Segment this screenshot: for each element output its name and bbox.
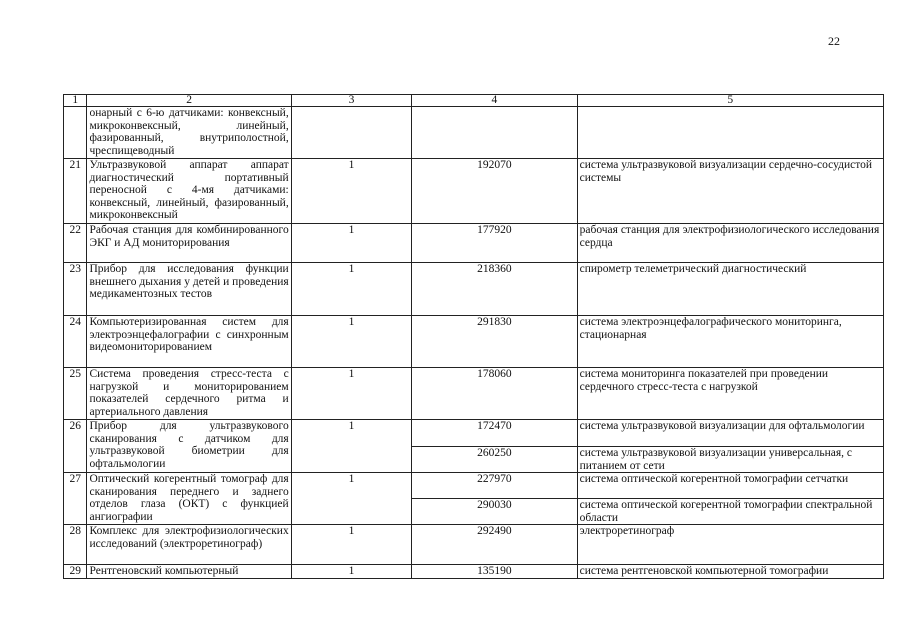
header-cell: 1	[64, 95, 87, 107]
code: 291830	[412, 316, 577, 368]
description: рабочая станция для электрофизиологического исследования сердца	[577, 224, 883, 263]
equipment-name: Комплекс для электрофизиологических исследований (электроретинограф)	[87, 525, 291, 565]
row-number: 26	[64, 420, 87, 473]
code: 292490	[412, 525, 577, 565]
equipment-name: Прибор для исследования функции внешнего дыхания у детей и проведения медикаментозных тестов	[87, 263, 291, 316]
row-number: 22	[64, 224, 87, 263]
description: система оптической когерентной томографии сетчатки	[577, 473, 883, 499]
description: система оптической когерентной томографии спектральной области	[577, 499, 883, 525]
code: 290030	[412, 499, 577, 525]
table-row	[64, 473, 884, 499]
code	[412, 107, 577, 159]
quantity: 1	[291, 420, 411, 473]
description	[577, 107, 883, 159]
row-number: 28	[64, 525, 87, 565]
code: 135190	[412, 565, 577, 579]
equipment-name: Прибор для ультразвукового сканирования с датчиком для ультразвуковой биометрии для офтальмологии	[87, 420, 291, 473]
quantity	[291, 107, 411, 159]
table-row	[64, 107, 884, 159]
equipment-name: Рентгеновский компьютерный	[87, 565, 291, 579]
equipment-name: Система проведения стресс-теста с нагрузкой и мониторированием показателей сердечного ритма и артериального давления	[87, 368, 291, 420]
equipment-name: Компьютеризированная систем для электроэнцефалографии с синхронным видеомониторированием	[87, 316, 291, 368]
description: система рентгеновской компьютерной томографии	[577, 565, 883, 579]
description: система ультразвуковой визуализации для офтальмологии	[577, 420, 883, 447]
row-number: 23	[64, 263, 87, 316]
row-number: 27	[64, 473, 87, 525]
row-number: 29	[64, 565, 87, 579]
page-number: 22	[828, 34, 840, 48]
table-row	[64, 263, 884, 316]
quantity: 1	[291, 316, 411, 368]
description: электроретинограф	[577, 525, 883, 565]
row-number: 21	[64, 159, 87, 224]
code: 227970	[412, 473, 577, 499]
code: 192070	[412, 159, 577, 224]
equipment-name: Рабочая станция для комбинированного ЭКГ и АД мониторирования	[87, 224, 291, 263]
row-number: 24	[64, 316, 87, 368]
description: система электроэнцефалографического мониторинга, стационарная	[577, 316, 883, 368]
quantity: 1	[291, 159, 411, 224]
code: 178060	[412, 368, 577, 420]
equipment-name: Ультразвуковой аппарат аппарат диагностический портативный переносной с 4-мя датчиками: конвексный, линейный, фазированный, микроконвексный	[87, 159, 291, 224]
equipment-table	[63, 94, 884, 579]
header-cell: 3	[291, 95, 411, 107]
table-row	[64, 420, 884, 447]
equipment-name: Оптический когерентный томограф для сканирования переднего и заднего отделов глаза (ОКТ) с функцией ангиографии	[87, 473, 291, 525]
table-row	[64, 368, 884, 420]
code: 260250	[412, 447, 577, 473]
table-row	[64, 159, 884, 224]
table-row	[64, 224, 884, 263]
header-cell: 4	[412, 95, 577, 107]
description: спирометр телеметрический диагностический	[577, 263, 883, 316]
header-cell: 5	[577, 95, 883, 107]
row-number: 25	[64, 368, 87, 420]
table-header-row	[64, 95, 884, 107]
table-row	[64, 565, 884, 579]
code: 218360	[412, 263, 577, 316]
header-cell: 2	[87, 95, 291, 107]
quantity: 1	[291, 473, 411, 525]
description: система ультразвуковой визуализации сердечно-сосудистой системы	[577, 159, 883, 224]
description: система мониторинга показателей при проведении сердечного стресс-теста с нагрузкой	[577, 368, 883, 420]
quantity: 1	[291, 525, 411, 565]
equipment-name: онарный с 6-ю датчиками: конвексный, микроконвексный, линейный, фазированный, внутриполостной, чреспищеводный	[87, 107, 291, 159]
row-number	[64, 107, 87, 159]
quantity: 1	[291, 368, 411, 420]
quantity: 1	[291, 263, 411, 316]
code: 172470	[412, 420, 577, 447]
quantity: 1	[291, 224, 411, 263]
table-row	[64, 525, 884, 565]
code: 177920	[412, 224, 577, 263]
table-row	[64, 316, 884, 368]
description: система ультразвуковой визуализации универсальная, с питанием от сети	[577, 447, 883, 473]
quantity: 1	[291, 565, 411, 579]
